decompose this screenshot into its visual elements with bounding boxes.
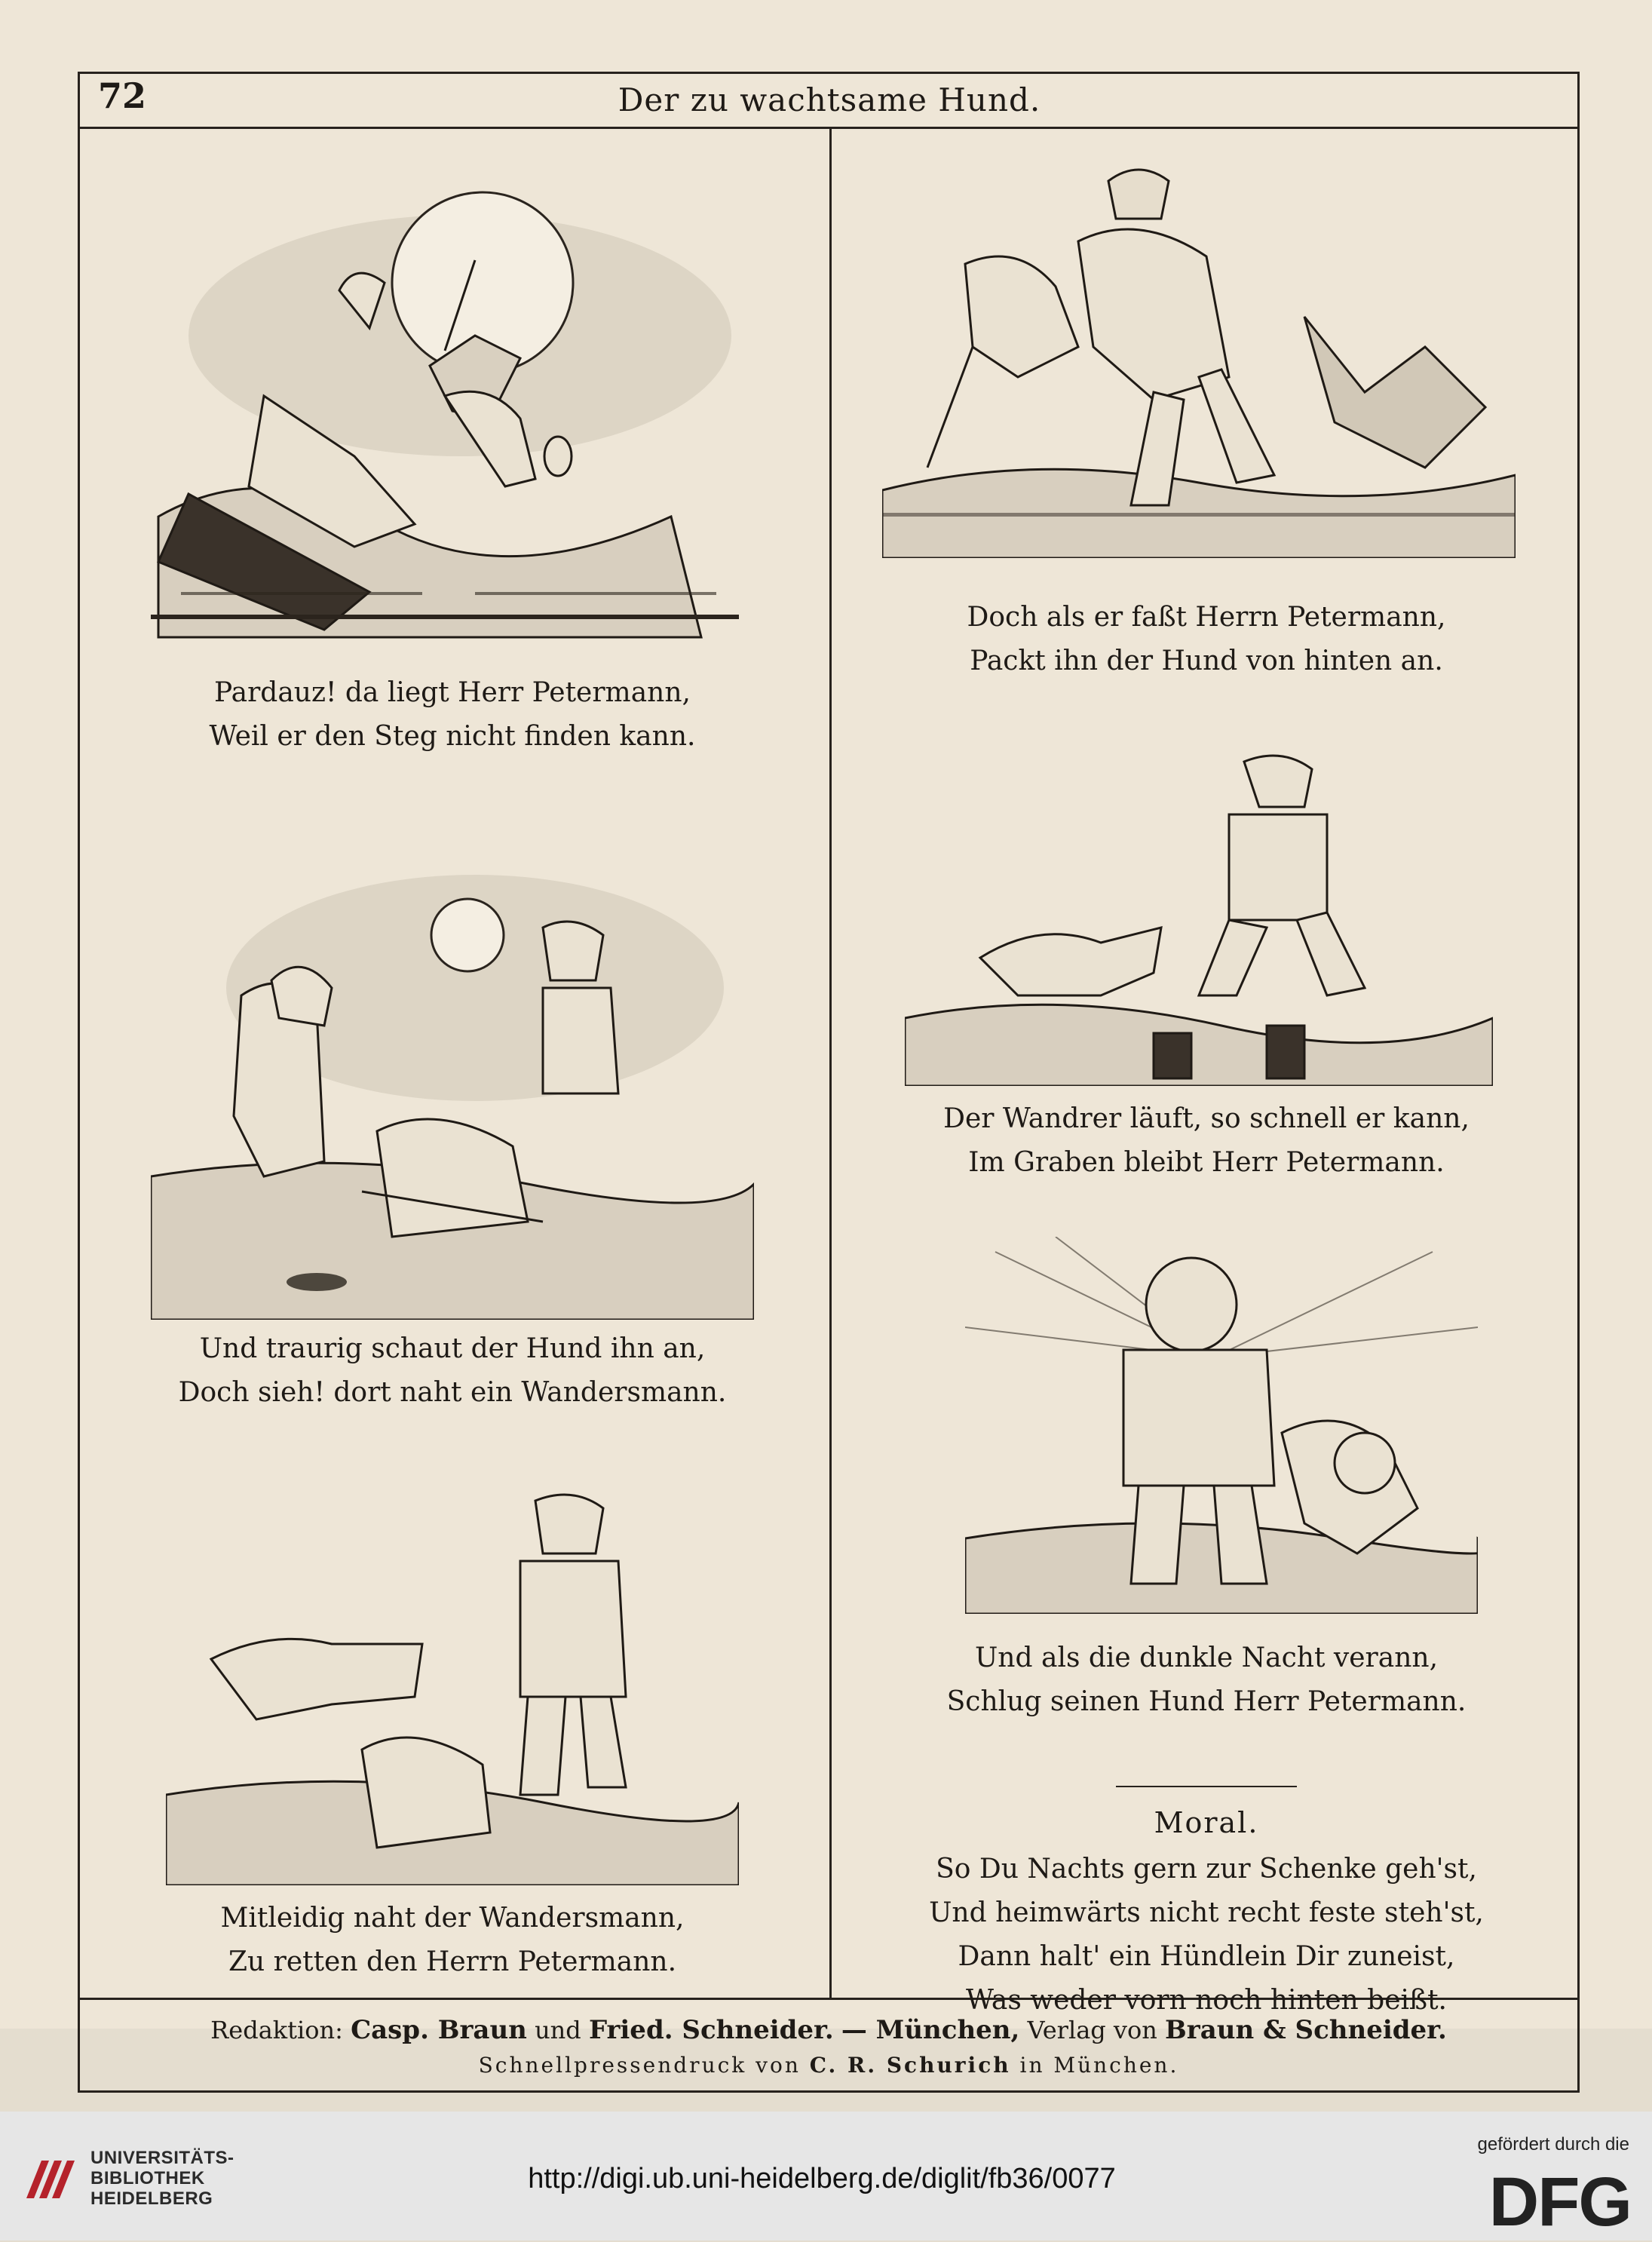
imprint-publisher: Braun & Schneider. — [1165, 2015, 1447, 2045]
moral-line: Dann halt' ein Hündlein Dir zuneist, — [958, 1941, 1455, 1972]
illustration-wanderer-runs — [905, 747, 1493, 1086]
caption-line: Im Graben bleibt Herr Petermann. — [968, 1147, 1445, 1178]
caption-panel-2 — [852, 596, 1561, 683]
imprint-editor-2: Fried. Schneider. — [588, 2015, 834, 2045]
library-name-line: BIBLIOTHEK — [90, 2168, 205, 2188]
illustration-fallen-man — [128, 170, 777, 652]
imprint-printer — [78, 2053, 1580, 2078]
imprint-publisher-prefix: Verlag von — [1027, 2016, 1157, 2044]
moral-line: So Du Nachts gern zur Schenke geh'st, — [936, 1854, 1477, 1885]
caption-line: Doch sieh! dort naht ein Wandersmann. — [178, 1377, 727, 1408]
illustration-wanderer-helps — [166, 1478, 739, 1885]
library-name-line: UNIVERSITÄTS- — [90, 2148, 234, 2168]
footer-bar — [0, 2112, 1652, 2240]
caption-line: Pardauz! da liegt Herr Petermann, — [214, 677, 691, 708]
caption-line: Zu retten den Herrn Petermann. — [228, 1946, 677, 1977]
imprint-editor-1: Casp. Braun — [351, 2015, 527, 2045]
header-rule — [78, 127, 1580, 129]
caption-panel-3 — [128, 1327, 777, 1415]
illustration-man-beats-dog — [965, 1237, 1478, 1614]
caption-panel-1 — [128, 671, 777, 759]
illustration-sad-dog — [151, 830, 754, 1320]
permalink-url[interactable]: http://digi.ub.uni-heidelberg.de/diglit/fb36/0077 — [528, 2163, 1116, 2194]
caption-line: Der Wandrer läuft, so schnell er kann, — [943, 1103, 1470, 1134]
caption-line: Mitleidig naht der Wandersmann, — [220, 1903, 685, 1934]
dfg-logo: DFG — [1488, 2164, 1631, 2240]
caption-panel-4 — [852, 1097, 1561, 1185]
caption-line: Schlug seinen Hund Herr Petermann. — [946, 1686, 1467, 1717]
imprint-and: und — [535, 2016, 581, 2044]
column-divider — [829, 129, 832, 1998]
moral-divider — [1116, 1786, 1297, 1787]
illustration-dog-grabs-man — [882, 151, 1516, 558]
caption-panel-5 — [128, 1897, 777, 1984]
page-title: Der zu wachtsame Hund. — [618, 81, 1041, 118]
caption-line: Weil er den Steg nicht finden kann. — [209, 721, 696, 752]
imprint-editors — [78, 2015, 1580, 2045]
page-number: 72 — [98, 75, 147, 116]
moral-title: Moral. — [1154, 1806, 1259, 1839]
caption-line: Packt ihn der Hund von hinten an. — [970, 646, 1443, 676]
caption-line: Doch als er faßt Herrn Petermann, — [967, 602, 1446, 633]
university-library-logo-icon — [23, 2153, 83, 2206]
library-name — [90, 2148, 234, 2209]
imprint-city: — München, — [841, 2015, 1020, 2045]
caption-line: Und traurig schaut der Hund ihn an, — [199, 1333, 706, 1364]
moral-line: Was weder vorn noch hinten beißt. — [966, 1985, 1447, 2016]
funded-by-label: gefördert durch die — [1477, 2134, 1629, 2155]
imprint-prefix: Redaktion: — [210, 2016, 343, 2044]
moral-verse — [837, 1848, 1576, 2023]
imprint-printer-suffix: in München. — [1019, 2053, 1179, 2078]
caption-line: Und als die dunkle Nacht verann, — [974, 1642, 1439, 1673]
imprint-printer-name: C. R. Schurich — [809, 2053, 1011, 2078]
imprint-printer-prefix: Schnellpressendruck von — [478, 2053, 801, 2078]
moral-line: Und heimwärts nicht recht feste steh'st, — [929, 1897, 1484, 1928]
caption-panel-6 — [852, 1636, 1561, 1724]
library-name-line: HEIDELBERG — [90, 2188, 213, 2209]
